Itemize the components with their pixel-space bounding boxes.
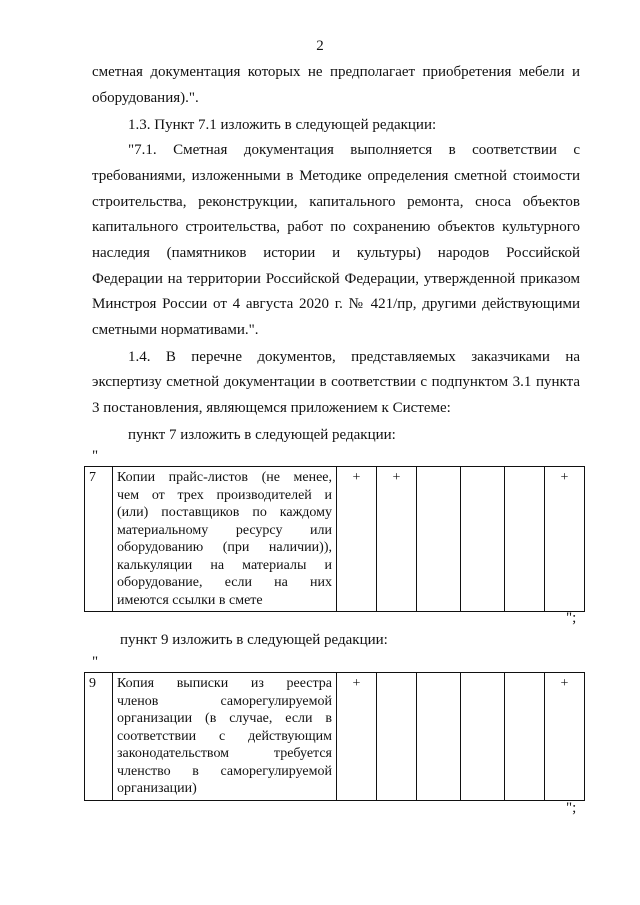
description-line: материальному ресурсу или	[117, 522, 332, 538]
text-line: экспертизу сметной документации в соответствии с подпунктом 3.1 пункта	[92, 374, 580, 390]
table-item-7	[84, 466, 585, 612]
text-line: сметными нормативами.".	[92, 322, 259, 338]
mark-cell: +	[337, 467, 377, 612]
text-line: пункт 7 изложить в следующей редакции:	[128, 427, 396, 443]
page-number: 2	[316, 38, 324, 54]
text-line: требованиями, изложенными в Методике определения сметной стоимости	[92, 168, 580, 184]
description-line: членство в саморегулируемой	[117, 763, 332, 779]
mark-cell: +	[377, 467, 417, 612]
table-item-9	[84, 672, 585, 801]
mark-cell: +	[337, 673, 377, 801]
text-line: наследия (памятников истории и культуры) народов Российской	[92, 245, 580, 261]
description-line: Копия выписки из реестра	[117, 676, 332, 691]
text-line: пункт 9 изложить в следующей редакции:	[120, 632, 388, 648]
row-number: 7	[85, 467, 113, 612]
text-line: Минстроя России от 4 августа 2020 г. № 421/пр, другими действующими	[92, 296, 580, 312]
mark-cell: +	[545, 467, 585, 612]
description-line: членов саморегулируемой	[117, 693, 332, 709]
opening-quote: "	[92, 448, 99, 464]
description-line: законодательством требуется	[117, 746, 332, 761]
description-line: калькуляции на материалы и	[117, 557, 332, 573]
text-line: Федерации на территории Российской Федерации, утвержденной приказом	[92, 271, 580, 287]
description-line: организации (в случае, если в	[117, 711, 332, 726]
row-description	[113, 673, 337, 801]
row-description	[113, 467, 337, 612]
mark-cell	[417, 467, 461, 612]
text-line: "7.1. Сметная документация выполняется в соответствии с	[128, 142, 580, 158]
mark-cell: +	[545, 673, 585, 801]
description-line: соответствии с действующим	[117, 728, 332, 744]
text-line: сметная документация которых не предполагает приобретения мебели и	[92, 64, 580, 80]
mark-cell	[417, 673, 461, 801]
text-line: 1.3. Пункт 7.1 изложить в следующей редакции:	[128, 117, 437, 133]
text-line: оборудования).".	[92, 90, 199, 106]
description-line: оборудование, если на них	[117, 575, 332, 590]
mark-cell	[505, 673, 545, 801]
description-line: Копии прайс-листов (не менее,	[117, 470, 332, 485]
mark-cell	[461, 467, 505, 612]
table-row	[85, 467, 585, 612]
opening-quote: "	[92, 654, 99, 670]
description-line: оборудованию (при наличии)),	[117, 540, 332, 555]
description-line: имеются ссылки в смете	[117, 592, 263, 608]
mark-cell	[377, 673, 417, 801]
text-line: 1.4. В перечне документов, представляемых заказчиками на	[128, 349, 580, 365]
description-line: организации)	[117, 781, 197, 796]
text-line: 3 постановления, являющемся приложением к Системе:	[92, 400, 451, 416]
text-line: строительства, реконструкции, капитального ремонта, сноса объектов	[92, 194, 580, 210]
mark-cell	[461, 673, 505, 801]
closing-quote: ";	[566, 610, 577, 626]
description-line: (или) поставщиков по каждому	[117, 505, 332, 520]
mark-cell	[505, 467, 545, 612]
table-row	[85, 673, 585, 801]
description-line: чем от трех производителей и	[117, 487, 332, 503]
row-number: 9	[85, 673, 113, 801]
text-line: капитального строительства, работ по сохранению объектов культурного	[92, 219, 580, 235]
closing-quote: ";	[566, 800, 577, 816]
